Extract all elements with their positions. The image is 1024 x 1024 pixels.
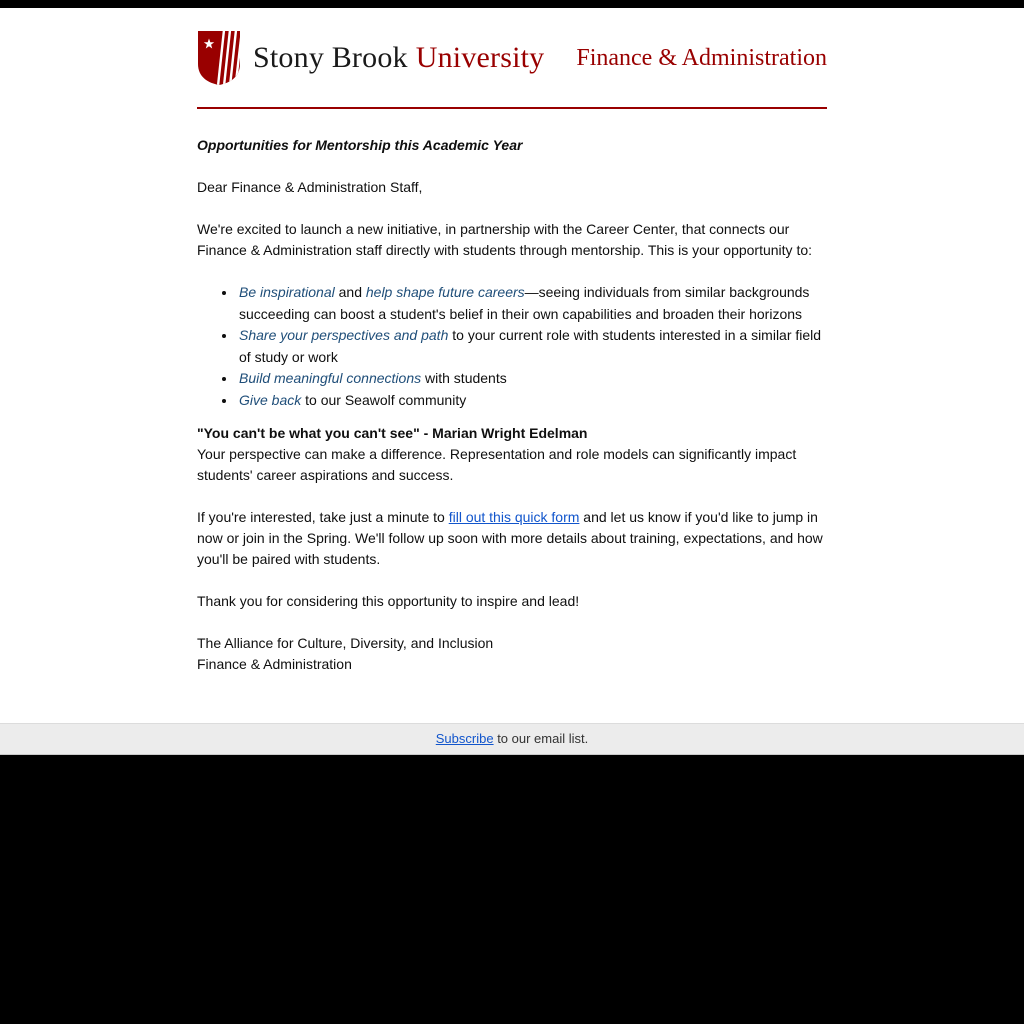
signature-line-2: Finance & Administration: [197, 656, 352, 672]
department-title: Finance & Administration: [576, 44, 827, 71]
list-item: • Give back to our Seawolf community: [237, 390, 827, 412]
wordmark-secondary: University: [415, 41, 545, 74]
cta-text-after: and let us know if you'd like to jump in now or join in the Spring. We'll follow up soon with more details about training, expectations, and how you'll be paired with students.: [197, 509, 823, 567]
quote-followup: Your perspective can make a difference. Representation and role models can significantly impact students' career aspirations and success.: [197, 446, 797, 483]
email-body-area: [0, 8, 1024, 723]
sbu-shield-icon: [197, 30, 241, 86]
cta-paragraph: [197, 507, 827, 570]
footer-text: to our email list.: [493, 731, 589, 746]
benefits-list: [197, 282, 827, 411]
sbu-wordmark: [253, 41, 544, 75]
list-item: • Share your perspectives and path to your current role with students interested in a similar field of study or work: [237, 325, 827, 368]
sbu-logo: [197, 30, 544, 86]
list-item: • Be inspirational and help shape future careers—seeing individuals from similar backgrounds succeeding can boost a student's belief in their own capabilities and broaden their horizons: [237, 282, 827, 325]
bottom-black-area: [0, 755, 1024, 1024]
email-container: [197, 8, 827, 675]
email-masthead: [197, 8, 827, 86]
signature-line-1: The Alliance for Culture, Diversity, and Inclusion: [197, 635, 494, 651]
email-subject: Opportunities for Mentorship this Academic Year: [197, 137, 523, 153]
subscribe-link[interactable]: Subscribe: [435, 731, 494, 746]
salutation: Dear Finance & Administration Staff,: [197, 179, 423, 195]
header-divider: [197, 107, 827, 109]
cta-text-before: If you're interested, take just a minute to: [197, 509, 449, 525]
list-item: • Build meaningful connections with students: [237, 368, 827, 390]
signature: [197, 633, 827, 675]
top-black-bar: [0, 0, 1024, 8]
subscribe-footer: [0, 723, 1024, 755]
intro-paragraph: We're excited to launch a new initiative, in partnership with the Career Center, that connects our Finance & Administration staff directly with students through mentorship. This is your opportunity to:: [197, 221, 813, 258]
thanks-paragraph: Thank you for considering this opportunity to inspire and lead!: [197, 593, 580, 609]
quick-form-link[interactable]: fill out this quick form: [448, 509, 580, 525]
quote-line: "You can't be what you can't see" - Marian Wright Edelman: [197, 425, 588, 441]
wordmark-primary: Stony Brook: [253, 41, 408, 74]
